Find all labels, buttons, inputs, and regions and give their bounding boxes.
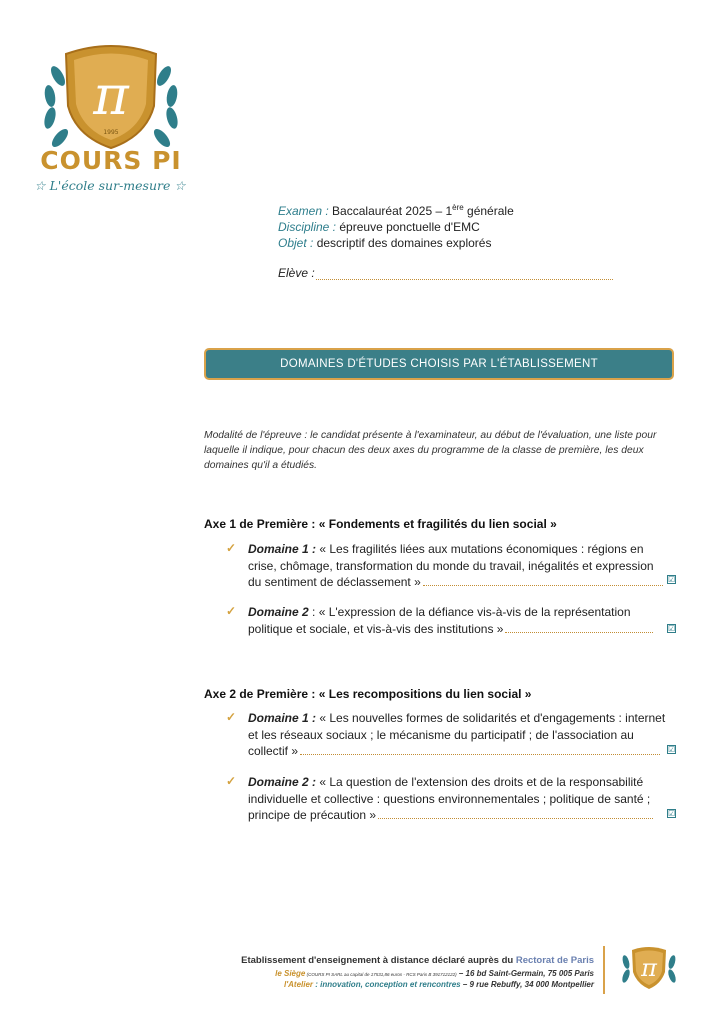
discipline-line: [278, 219, 480, 235]
dotted-leader: [505, 631, 653, 633]
eleve-label: Elève :: [278, 266, 315, 280]
footer-logo-icon: [616, 944, 682, 994]
axe-1-domain-2: [226, 604, 676, 638]
examen-value: Baccalauréat 2025 – 1ère générale: [332, 203, 514, 218]
axe-2-domain-1: [226, 710, 676, 760]
dotted-leader: [378, 817, 653, 819]
modalite-paragraph: Modalité de l'épreuve : le candidat présente à l'examinateur, au début de l'évaluation, une liste pour laquelle il indique, pour chacun des deux axes du programme de la classe de première, les deux domaines qu'il a étudiés.: [204, 430, 657, 471]
axe-1-title: Axe 1 de Première : « Fondements et fragilités du lien social »: [204, 517, 557, 531]
svg-text:π: π: [641, 954, 657, 982]
checkmark-icon: ✓: [226, 604, 237, 618]
objet-label: Objet :: [278, 236, 314, 250]
logo-brand-text: COURS PI: [40, 146, 182, 175]
svg-text:π: π: [93, 64, 129, 127]
checked-box-icon[interactable]: ☑: [668, 575, 676, 584]
domain-text: Domaine 1 : « Les nouvelles formes de solidarités et d'engagements : internet et les réseaux sociaux ; le mécanisme du participatif ; de l'association au collectif »: [248, 711, 666, 758]
checkmark-icon: ✓: [226, 541, 237, 555]
examen-line: [278, 203, 514, 219]
logo-tagline: ☆ L'école sur-mesure ☆: [34, 178, 186, 193]
dotted-leader: [300, 753, 660, 755]
footer-siege: le Siège (COURS PI SARL au capital de 17531,86 euros - RCS Paris B 391712122) – 16 bd Saint-Germain, 75 005 Paris: [275, 969, 594, 978]
footer-establishment: Etablissement d'enseignement à distance déclaré auprès du Rectorat de Paris: [241, 955, 594, 966]
footer-atelier: l'Atelier : innovation, conception et rencontres – 9 rue Rebuffy, 34 000 Montpellier: [284, 980, 594, 989]
checked-box-icon[interactable]: ☑: [668, 809, 676, 818]
logo-year: 1995: [103, 129, 119, 136]
checkmark-icon: ✓: [226, 774, 237, 788]
checkmark-icon: ✓: [226, 710, 237, 724]
domain-text: Domaine 2 : « La question de l'extension des droits et de la responsabilité individuelle et collective : questions environnementales ; politique de santé ; principe de précaution »: [248, 774, 668, 824]
checked-box-icon[interactable]: ☑: [668, 624, 676, 633]
domain-text: Domaine 2 : « L'expression de la défiance vis-à-vis de la représentation politique et sociale, et vis-à-vis des institutions »: [248, 604, 668, 637]
footer-divider: [603, 946, 605, 994]
axe-1-domain-1: [226, 541, 676, 591]
axe-2-domain-2: [226, 774, 676, 824]
objet-value: descriptif des domaines explorés: [316, 236, 492, 250]
examen-label: Examen :: [278, 204, 329, 218]
domain-text: Domaine 1 : « Les fragilités liées aux mutations économiques : régions en crise, chômage, transformation du monde du travail, inégalités et expression du sentiment de déclassement »: [248, 541, 668, 591]
discipline-value: épreuve ponctuelle d'EMC: [339, 220, 480, 234]
objet-line: [278, 235, 491, 251]
discipline-label: Discipline :: [278, 220, 337, 234]
banner-title: DOMAINES D'ÉTUDES CHOISIS PAR L'ÉTABLISSEMENT: [280, 358, 598, 370]
section-banner: [204, 348, 674, 380]
eleve-input-line[interactable]: [316, 279, 613, 280]
checked-box-icon[interactable]: ☑: [668, 745, 676, 754]
dotted-leader: [423, 584, 663, 586]
axe-2-title: Axe 2 de Première : « Les recompositions du lien social »: [204, 687, 532, 701]
